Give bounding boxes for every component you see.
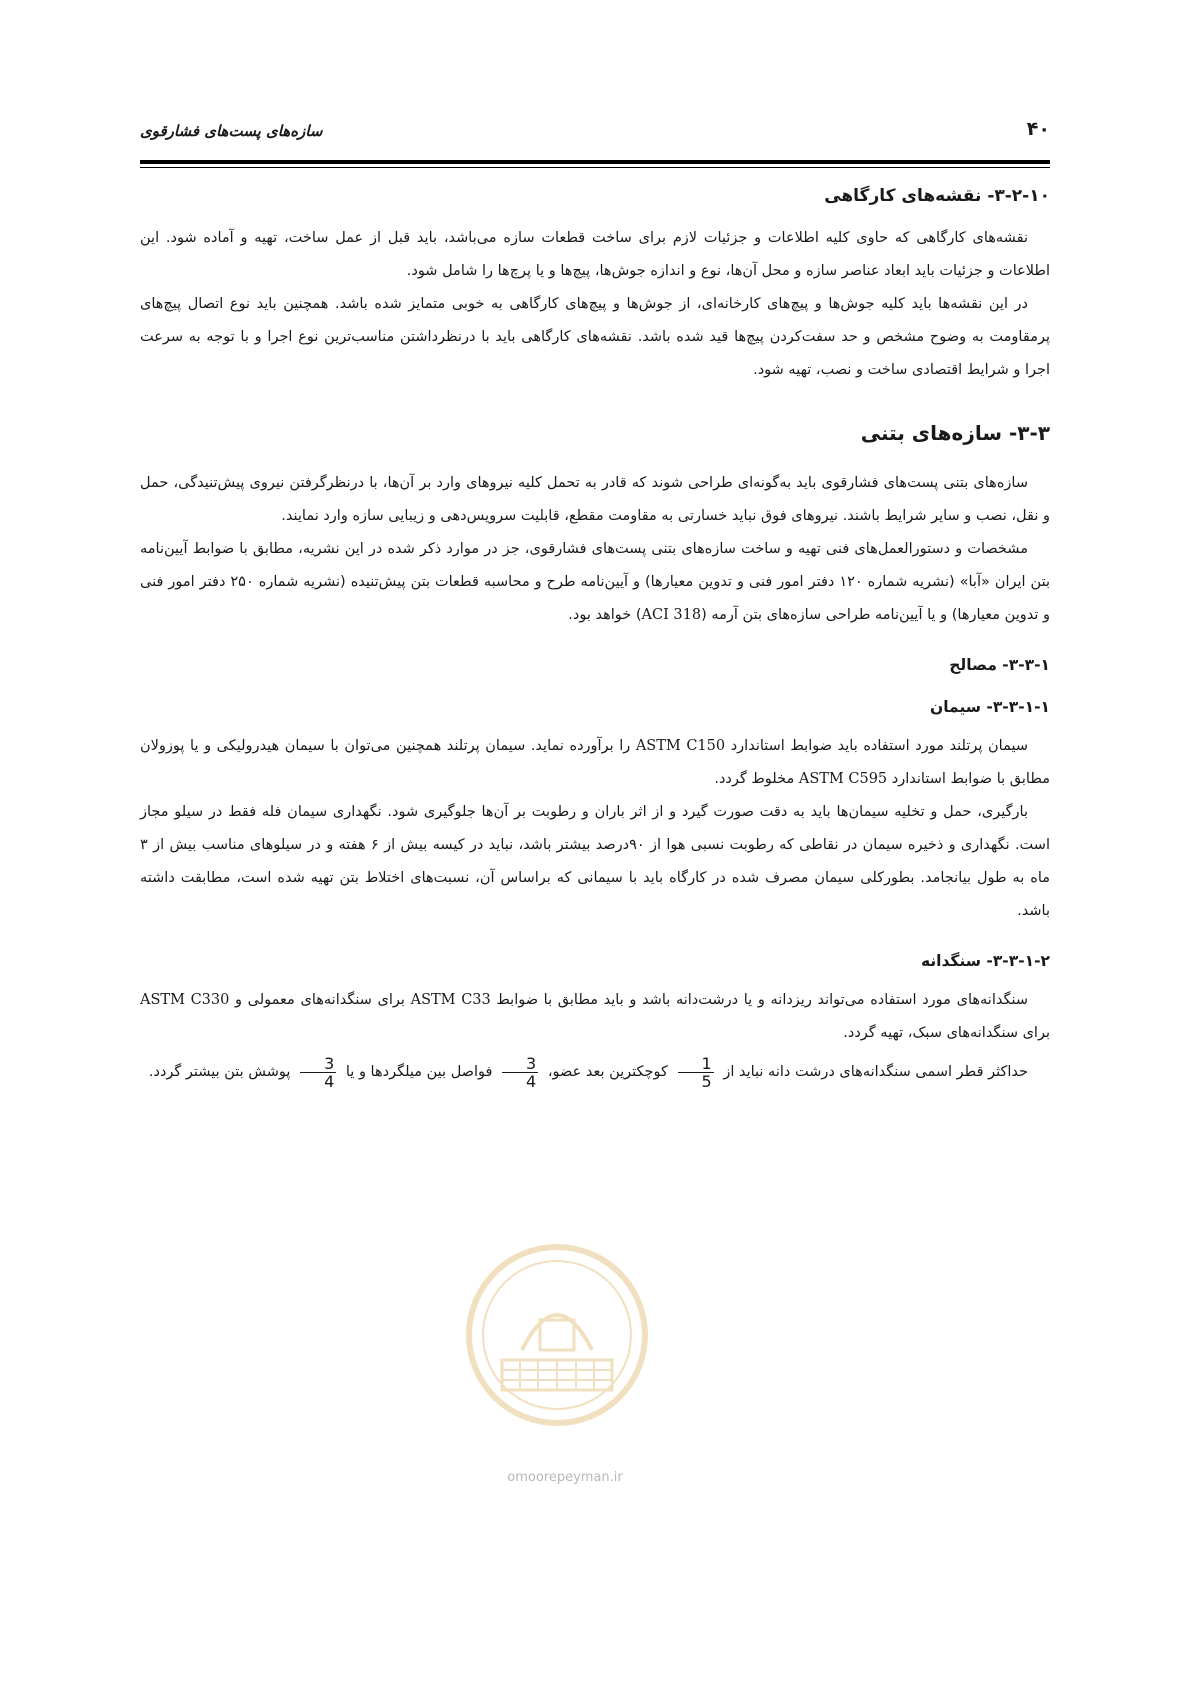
fraction-denominator: 4 — [526, 1071, 537, 1091]
text-run: کوچکترین بعد عضو، — [543, 1064, 673, 1080]
header-rule-thin — [140, 167, 1050, 168]
section-heading-cement: ۳-۳-۱-۱- سیمان — [930, 698, 1050, 716]
page-number: ۴۰ — [1026, 118, 1050, 140]
standard-reference: ASTM C595 — [798, 771, 888, 787]
running-title: سازه‌های پست‌های فشارقوی — [140, 122, 323, 140]
text-run: سنگدانه‌های مورد استفاده می‌تواند ریزدانه و یا درشت‌دانه باشد و باید مطابق با ضوابط — [490, 992, 1028, 1008]
text-run: پوشش بتن بیشتر گردد. — [148, 1064, 296, 1080]
fraction-three-quarters — [300, 1055, 336, 1090]
fraction-numerator: 1 — [678, 1055, 714, 1073]
code-reference: ACI 318 — [641, 607, 702, 623]
paragraph — [140, 1050, 1050, 1094]
text-run: مخلوط گردد. — [714, 771, 799, 787]
text-run: را برآورده نماید. سیمان پرتلند همچنین می‌توان با سیمان هیدرولیکی و یا پوزولان مطابق با ضوابط استاندارد — [140, 738, 1050, 787]
header-rule-thick — [140, 160, 1050, 164]
standard-reference: ASTM C330 — [140, 992, 230, 1008]
fraction-numerator: 3 — [502, 1055, 538, 1073]
text-run: مشخصات و دستورالعمل‌های فنی تهیه و ساخت سازه‌های بتنی پست‌های فشارقوی، جز در موارد ذکر شده در این نشریه، مطابق با ضوابط آیین‌نامه بتن ایران «آبا» (نشریه شماره ۱۲۰ دفتر امور فنی و تدوین معیارها) و آیین‌نامه طرح و محاسبه قطعات بتن پیش‌تنیده (نشریه شماره ۲۵۰ دفتر امور فنی و تدوین معیارها) و یا آیین‌نامه طراحی سازه‌های بتن آرمه ( — [140, 541, 1050, 623]
text-run: فواصل بین میلگردها و یا — [341, 1064, 498, 1080]
watermark-seal-icon — [462, 1240, 652, 1430]
page-header — [140, 118, 1050, 158]
fraction-one-fifth — [678, 1055, 714, 1090]
paragraph: سازه‌های بتنی پست‌های فشارقوی باید به‌گونه‌ای طراحی شوند که قادر به تحمل کلیه نیروهای وارد بر آن‌ها، با درنظرگرفتن نیروی پیش‌تنیدگی، حمل و نقل، نصب و سایر شرایط باشند. نیروهای فوق نباید خسارتی به مقاومت مقطع، قابلیت سرویس‌دهی و زیبایی سازه وارد نمایند. — [140, 475, 1050, 524]
paragraph: نقشه‌های کارگاهی که حاوی کلیه اطلاعات و جزئیات لازم برای ساخت قطعات سازه می‌باشد، باید قبل از عمل ساخت، تهیه و آماده شود. این اطلاعات و جزئیات باید ابعاد عناصر سازه و محل آن‌ها، نوع و اندازه جوش‌ها، پیچ‌ها و یا پرچ‌ها را شامل شود. — [140, 230, 1050, 279]
section-heading-materials: ۳-۳-۱- مصالح — [949, 656, 1050, 674]
text-run: برای سنگدانه‌های معمولی و — [229, 992, 411, 1008]
text-run: حداکثر قطر اسمی سنگدانه‌های درشت دانه نباید از — [718, 1064, 1028, 1080]
standard-reference: ASTM C150 — [635, 738, 726, 754]
paragraph — [140, 984, 1050, 1050]
fraction-denominator: 4 — [324, 1071, 335, 1091]
section-heading-concrete-structures: ۳-۳- سازه‌های بتنی — [860, 421, 1050, 445]
text-run: سیمان پرتلند مورد استفاده باید ضوابط استاندارد — [725, 738, 1028, 754]
paragraph: در این نقشه‌ها باید کلیه جوش‌ها و پیچ‌های کارخانه‌ای، از جوش‌ها و پیچ‌های کارگاهی به خوبی متمایز شده باشد. همچنین باید نوع اتصال پیچ‌های پرمقاومت به وضوح مشخص و حد سفت‌کردن پیچ‌ها قید شده باشد. نقشه‌های کارگاهی باید با درنظرداشتن مناسب‌ترین نوع اجرا و با توجه به سرعت اجرا و شرایط اقتصادی ساخت و نصب، تهیه شود. — [140, 296, 1050, 378]
paragraph — [140, 730, 1050, 796]
fraction-three-quarters — [502, 1055, 538, 1090]
section-heading-shop-drawings: ۳-۲-۱۰- نقشه‌های کارگاهی — [824, 186, 1050, 206]
paragraph: بارگیری، حمل و تخلیه سیمان‌ها باید به دقت صورت گیرد و از اثر باران و رطوبت بر آن‌ها جلوگیری شود. نگهداری سیمان فله فقط در سیلو مجاز است. نگهداری و ذخیره سیمان در نقاطی که رطوبت نسبی هوا از ۹۰درصد بیشتر باشد، نباید در کیسه بیش از ۶ هفته و در سیلوهای مناسب بیش از ۳ ماه به طول بیانجامد. بطورکلی سیمان مصرف شده در کارگاه باید با سیمانی که براساس آن، نسبت‌های اختلاط بتن تهیه شده است، مطابقت داشته باشد. — [140, 804, 1050, 919]
text-run: برای سنگدانه‌های سبک، تهیه گردد. — [843, 1025, 1050, 1041]
standard-reference: ASTM C33 — [410, 992, 491, 1008]
watermark-site-text: omoorepeyman.ir — [507, 1470, 623, 1485]
paragraph — [140, 533, 1050, 632]
fraction-denominator: 5 — [701, 1071, 712, 1091]
text-run: ) خواهد بود. — [568, 607, 642, 623]
page-body — [140, 186, 1050, 1094]
fraction-numerator: 3 — [300, 1055, 336, 1073]
section-heading-aggregate: ۳-۳-۱-۲- سنگدانه — [920, 952, 1050, 970]
